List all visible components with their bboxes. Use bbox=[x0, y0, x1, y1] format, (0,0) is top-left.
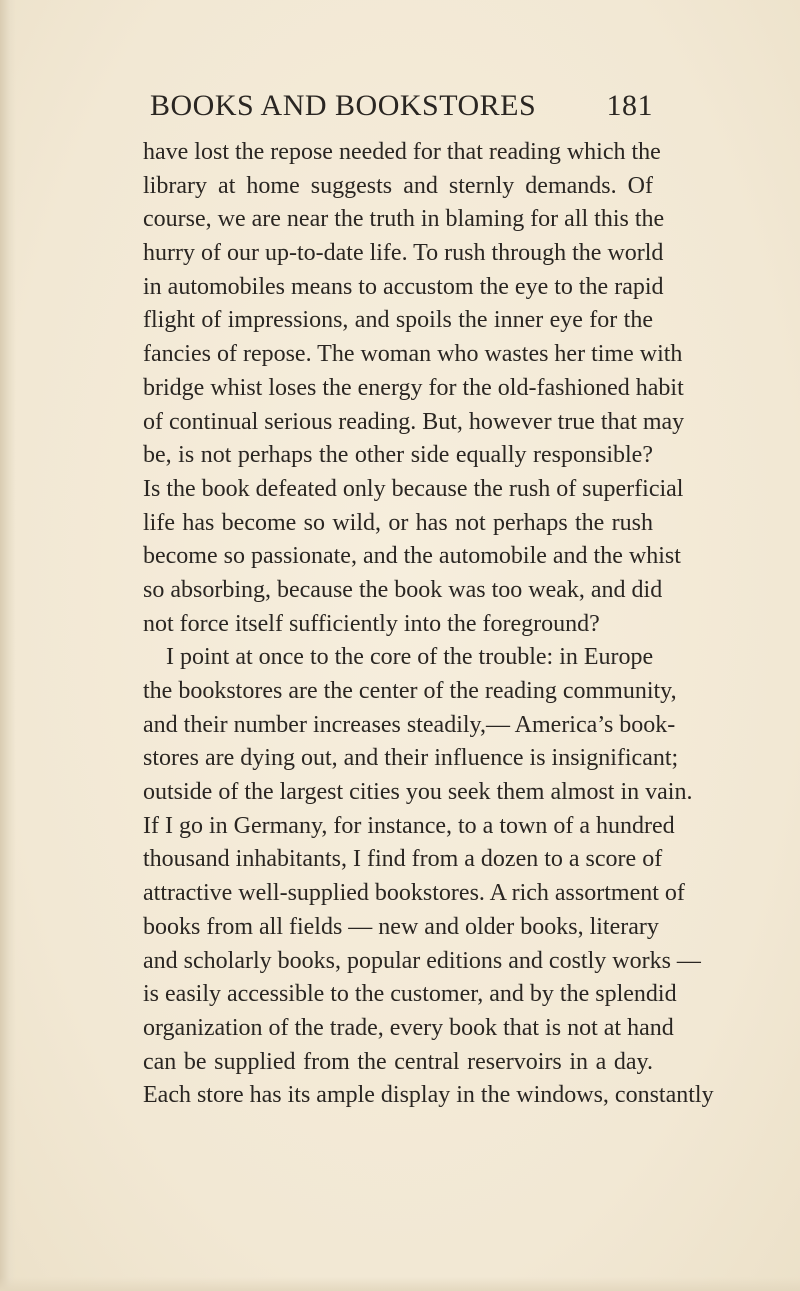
text-line: library at home suggests and sternly demands. Of bbox=[143, 172, 653, 199]
text-line: fancies of repose. The woman who wastes her time with bbox=[143, 341, 683, 368]
text-line: outside of the largest cities you seek them almost in vain. bbox=[143, 779, 693, 806]
text-line: attractive well-supplied bookstores. A rich assortment of bbox=[143, 880, 685, 907]
text-line: so absorbing, because the book was too weak, and did bbox=[143, 576, 663, 603]
text-line: organization of the trade, every book that is not at hand bbox=[143, 1014, 674, 1041]
text-line: is easily accessible to the customer, and by the splendid bbox=[143, 981, 677, 1008]
text-line: bridge whist loses the energy for the old-fashioned habit bbox=[143, 374, 684, 401]
text-line: can be supplied from the central reservoirs in a day. bbox=[143, 1048, 653, 1075]
text-line: the bookstores are the center of the reading community, bbox=[143, 678, 677, 704]
body-text bbox=[143, 136, 714, 1113]
text-line: hurry of our up-to-date life. To rush through the world bbox=[143, 240, 664, 267]
text-line: Each store has its ample display in the windows, constantly bbox=[143, 1082, 714, 1109]
text-line: life has become so wild, or has not perhaps the rush bbox=[143, 509, 653, 536]
text-line: not force itself sufficiently into the foreground? bbox=[143, 610, 600, 637]
text-line: be, is not perhaps the other side equally responsible? bbox=[143, 442, 653, 469]
page-bottom-edge bbox=[0, 1277, 800, 1291]
text-line: thousand inhabitants, I find from a dozen to a score of bbox=[143, 846, 663, 873]
text-line: If I go in Germany, for instance, to a town of a hundred bbox=[143, 812, 675, 839]
running-title: BOOKS AND BOOKSTORES bbox=[150, 89, 537, 122]
text-line: of continual serious reading. But, however true that may bbox=[143, 408, 685, 435]
text-line: stores are dying out, and their influence is insignificant; bbox=[143, 745, 679, 772]
text-line: have lost the repose needed for that reading which the bbox=[143, 139, 661, 165]
text-line: and scholarly books, popular editions and costly works — bbox=[143, 947, 701, 974]
text-line: Is the book defeated only because the rush of superficial bbox=[143, 475, 684, 502]
text-line: course, we are near the truth in blaming for all this the bbox=[143, 206, 665, 233]
text-line: become so passionate, and the automobile and the whist bbox=[143, 543, 681, 570]
text-line: flight of impressions, and spoils the inner eye for the bbox=[143, 307, 653, 334]
page-number: 181 bbox=[606, 89, 653, 122]
page-gutter-shadow bbox=[0, 0, 16, 1291]
text-line: in automobiles means to accustom the eye to the rapid bbox=[143, 273, 664, 300]
text-line: I point at once to the core of the trouble: in Europe bbox=[166, 644, 654, 671]
text-line: and their number increases steadily,— America’s book- bbox=[143, 711, 676, 738]
text-line: books from all fields — new and older books, literary bbox=[143, 913, 659, 940]
running-head bbox=[150, 86, 653, 126]
